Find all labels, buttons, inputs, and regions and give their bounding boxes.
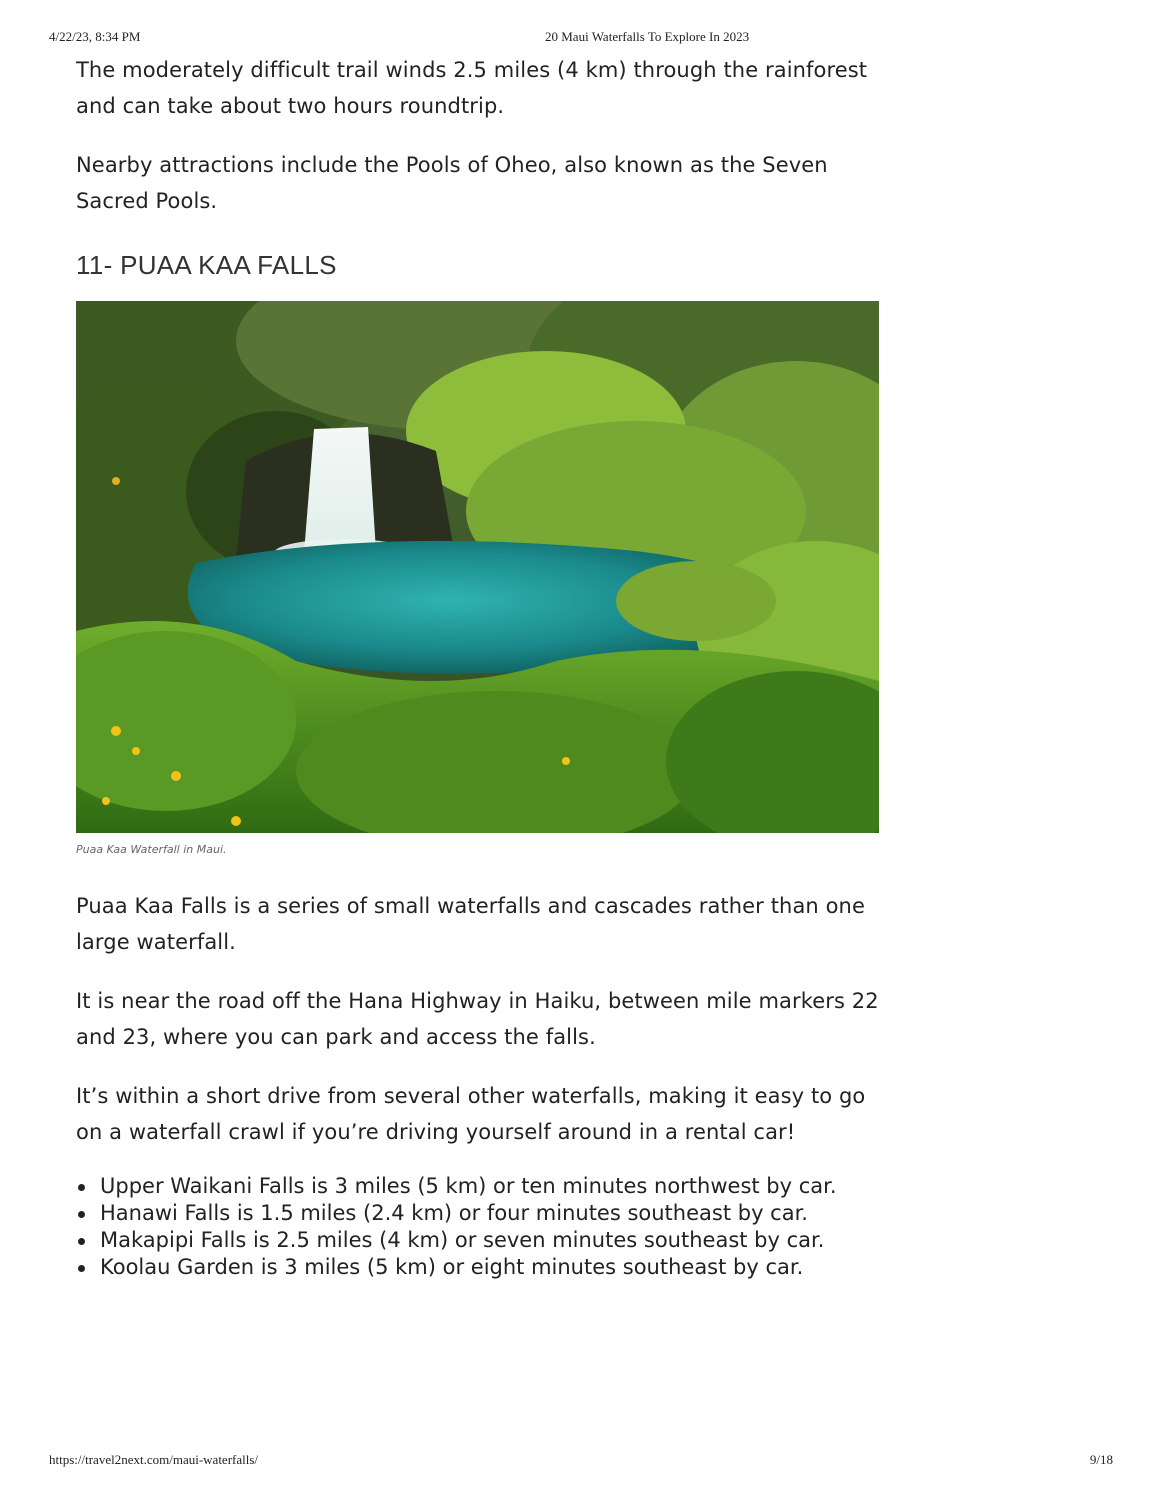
print-footer (0, 1452, 1165, 1470)
print-header (0, 29, 1165, 47)
intro-paragraph-nearby: Nearby attractions include the Pools of Oheo, also known as the Seven Sacred Pools. (76, 153, 828, 213)
list-item (76, 1254, 879, 1281)
list-item-text: Hanawi Falls is 1.5 miles (2.4 km) or four minutes southeast by car. (100, 1201, 808, 1225)
bullet-icon (78, 1184, 85, 1191)
bullet-icon (78, 1265, 85, 1272)
list-item-text: Koolau Garden is 3 miles (5 km) or eight minutes southeast by car. (100, 1255, 804, 1279)
list-item (76, 1173, 879, 1200)
image-caption: Puaa Kaa Waterfall in Maui. (76, 843, 227, 856)
body-paragraph-location: It is near the road off the Hana Highway in Haiku, between mile markers 22 and 23, where you can park and access the falls. (76, 989, 879, 1049)
body-paragraph-series: Puaa Kaa Falls is a series of small waterfalls and cascades rather than one large waterfall. (76, 894, 865, 954)
page-number: 9/18 (1089, 1452, 1113, 1467)
list-item-text: Makapipi Falls is 2.5 miles (4 km) or seven minutes southeast by car. (100, 1228, 825, 1252)
article-content (76, 52, 879, 1281)
body-paragraph-drive: It’s within a short drive from several other waterfalls, making it easy to go on a waterfall crawl if you’re driving yourself around in a rental car! (76, 1084, 866, 1144)
print-page-title: 20 Maui Waterfalls To Explore In 2023 (545, 29, 750, 44)
waterfall-photo (76, 301, 879, 833)
list-item (76, 1227, 879, 1254)
print-timestamp: 4/22/23, 8:34 PM (49, 29, 141, 44)
bullet-icon (78, 1238, 85, 1245)
intro-paragraph-trail: The moderately difficult trail winds 2.5 miles (4 km) through the rainforest and can take about two hours roundtrip. (76, 58, 868, 118)
bullet-icon (78, 1211, 85, 1218)
section-heading: 11- PUAA KAA FALLS (76, 250, 337, 280)
nearby-waterfalls-list (76, 1173, 879, 1281)
page-url: https://travel2next.com/maui-waterfalls/ (49, 1452, 259, 1467)
list-item (76, 1200, 879, 1227)
list-item-text: Upper Waikani Falls is 3 miles (5 km) or ten minutes northwest by car. (100, 1174, 837, 1198)
